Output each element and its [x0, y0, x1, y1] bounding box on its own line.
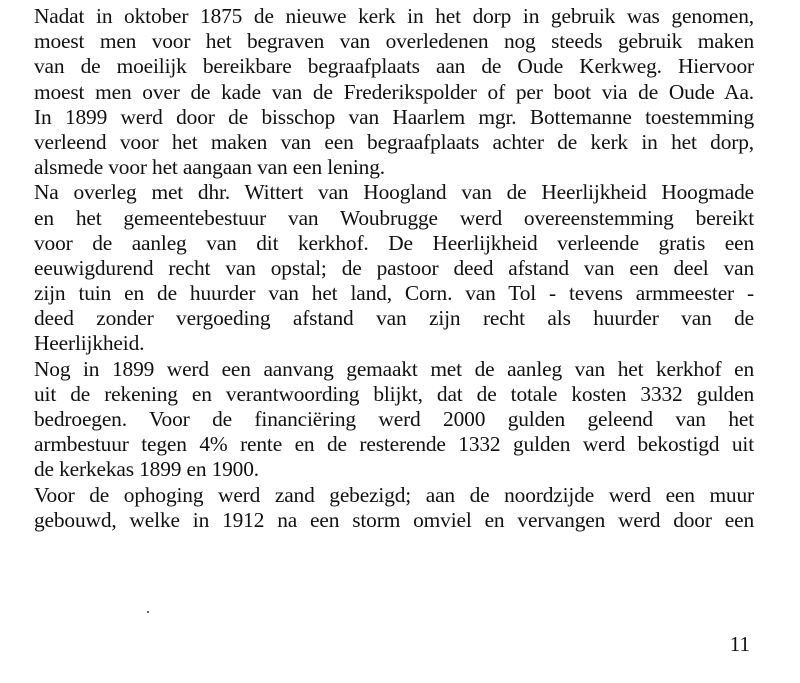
text-line: moest men over de kade van de Frederikspolder of per boot via de Oude Aa.	[34, 79, 754, 104]
text-line: zijn tuin en de huurder van het land, Corn. van Tol - tevens armmeester -	[34, 281, 754, 306]
text-line: Na overleg met dhr. Wittert van Hoogland van de Heerlijkheid Hoogmade	[34, 180, 754, 205]
text-line: In 1899 werd door de bisschop van Haarlem mgr. Bottemanne toestemming	[34, 104, 754, 129]
text-line: Voor de ophoging werd zand gebezigd; aan de noordzijde werd een muur	[34, 482, 754, 507]
text-line: bedroegen. Voor de financiëring werd 2000 gulden geleend van het	[34, 407, 754, 431]
text-line: voor de aanleg van dit kerkhof. De Heerlijkheid verleende gratis een	[34, 230, 754, 255]
scan-speck	[147, 611, 149, 613]
text-line: Nadat in oktober 1875 de nieuwe kerk in het dorp in gebruik was genomen,	[34, 4, 754, 28]
text-line: deed zonder vergoeding afstand van zijn recht als huurder van de	[34, 306, 754, 331]
text-line: alsmede voor het aangaan van een lening.	[34, 155, 385, 180]
text-line: de kerkekas 1899 en 1900.	[34, 457, 259, 482]
body-text	[34, 4, 754, 533]
page-number: 11	[729, 632, 750, 656]
text-line: gebouwd, welke in 1912 na een storm omviel en vervangen werd door een	[34, 507, 754, 532]
text-line: van de moeilijk bereikbare begraafplaats aan de Oude Kerkweg. Hiervoor	[34, 54, 754, 79]
text-line: Heerlijkheid.	[34, 331, 145, 356]
text-line: eeuwigdurend recht van opstal; de pastoor deed afstand van een deel van	[34, 255, 754, 280]
text-line: Nog in 1899 werd een aanvang gemaakt met de aanleg van het kerkhof en	[34, 356, 754, 381]
text-line: en het gemeentebestuur van Woubrugge werd overeenstemming bereikt	[34, 205, 754, 230]
text-line: moest men voor het begraven van overledenen nog steeds gebruik maken	[34, 29, 754, 54]
text-line: verleend voor het maken van een begraafplaats achter de kerk in het dorp,	[34, 129, 754, 154]
text-line: armbestuur tegen 4% rente en de resterende 1332 gulden werd bekostigd uit	[34, 432, 754, 457]
text-line: uit de rekening en verantwoording blijkt, dat de totale kosten 3332 gulden	[34, 381, 754, 406]
